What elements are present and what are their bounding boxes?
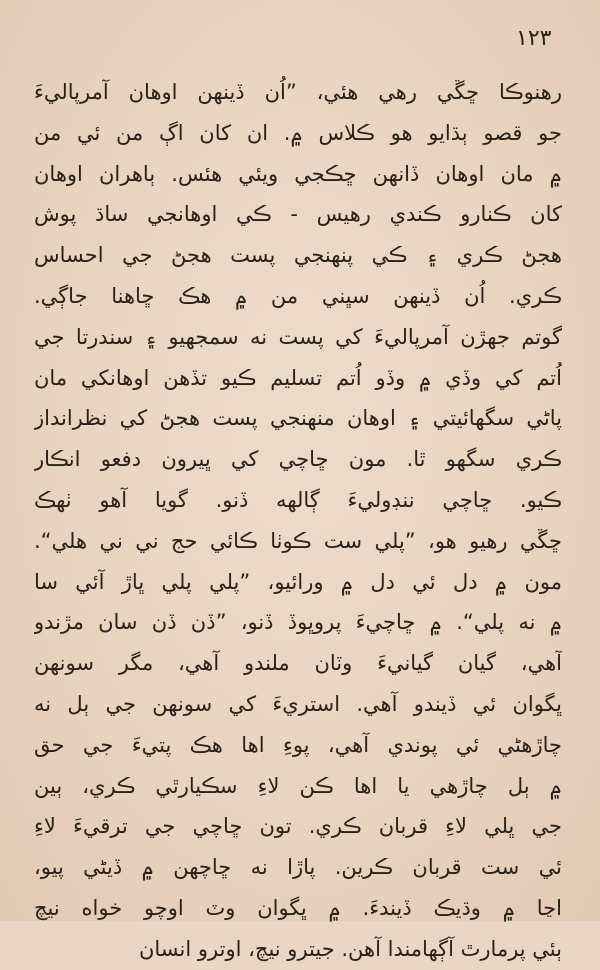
text-line: جي ڀلي لاءِ قربان ڪري. تون ڇاچي جي ترقيءَ لاءِ — [34, 814, 562, 839]
text-line: پاڻي سگهائيتي ۽ اوهان منهنجي پست هجڻ کي نظرانداز — [34, 406, 562, 431]
text-line: ڪري. اُن ڏينهن سڀني من ۾ هڪ ڇاهنا جاڳي. — [34, 283, 562, 308]
text-line: اڃا ۾ وڌيڪ ڏيندءَ. ۾ ڀگوان وٽ اوچو خواه نيچ — [34, 895, 562, 920]
text-line: مون ۾ دل ئي دل ۾ ورائيو، ”پلي پلي ڀاڙ آئي سا — [34, 569, 562, 594]
text-line: آهي، گيان گيانيءَ وٽان ملندو آهي، مگر سونهن — [34, 651, 562, 676]
page-number: ١٢٣ — [516, 26, 552, 51]
text-line: ۾ مان اوهان ڏانهن ڇڪجي ويئي هئس. ٻاهران اوهان — [34, 161, 562, 186]
text-line: ڪري سگهو ٿا. مون ڇاچي کي ڀيرون دفعو انڪار — [34, 447, 562, 472]
text-line: گوتم جهڙن آمرپاليءَ کي پست نه سمجهيو ۽ سندرتا جي — [34, 324, 562, 349]
text-line: ٻئي پرمارٿ آڳهامندا آهن. جيترو نيچ، اوترو انسان — [138, 936, 562, 961]
text-line: هجڻ ڪري ۽ ڪي پنهنجي پست هجڻ جي احساس — [34, 243, 562, 268]
text-line: جو قصو ٻڌايو هو ڪلاس ۾. ان کان اڳ من ئي من — [34, 120, 562, 145]
text-line: ۾ نه پلي“. ۾ ڇاچيءَ پروڀوڏ ڏنو، ”ڏن ڏن سان مڙندو — [34, 610, 562, 635]
text-line: ۾ ٻل چاڙهي يا اها ڪن لاءِ سڪيارٿي ڪري، ٻين — [34, 773, 562, 798]
text-line: ڪيو. ڇاچي ننڊوليءَ ڳالهه ڏنو. گويا آهو ٺهڪ — [34, 487, 562, 512]
text-line: کان ڪنارو ڪندي رهيس - ڪي اوهانجي ساڌ پوش — [34, 202, 562, 227]
body-text — [34, 72, 562, 970]
text-line: رهنوڪا ڇڱي رهي هئي، ”اُن ڏينهن اوهان آمرپاليءَ — [34, 80, 562, 104]
text-line: ئي ست قربان ڪرين. پاڙا نه ڇاچهن ۾ ڏيڻي پيو، — [34, 855, 562, 880]
text-line: اُتم کي وڏي ۾ وڏو اُتم تسليم ڪيو تڏهن اوهانکي مان — [34, 365, 562, 390]
text-line: ڇڱي رهيو هو، ”پلي ست ڪوٺا ڪائي حج ني ني هلي“. — [34, 528, 562, 553]
text-line: ڀگوان ئي ڏيندو آهي. استريءَ کي سونهن جي ٻل نه — [34, 691, 562, 716]
text-line: چاڙهڻي ئي پوندي آهي، پوءِ اها هڪ پتيءَ جي حق — [34, 732, 562, 757]
